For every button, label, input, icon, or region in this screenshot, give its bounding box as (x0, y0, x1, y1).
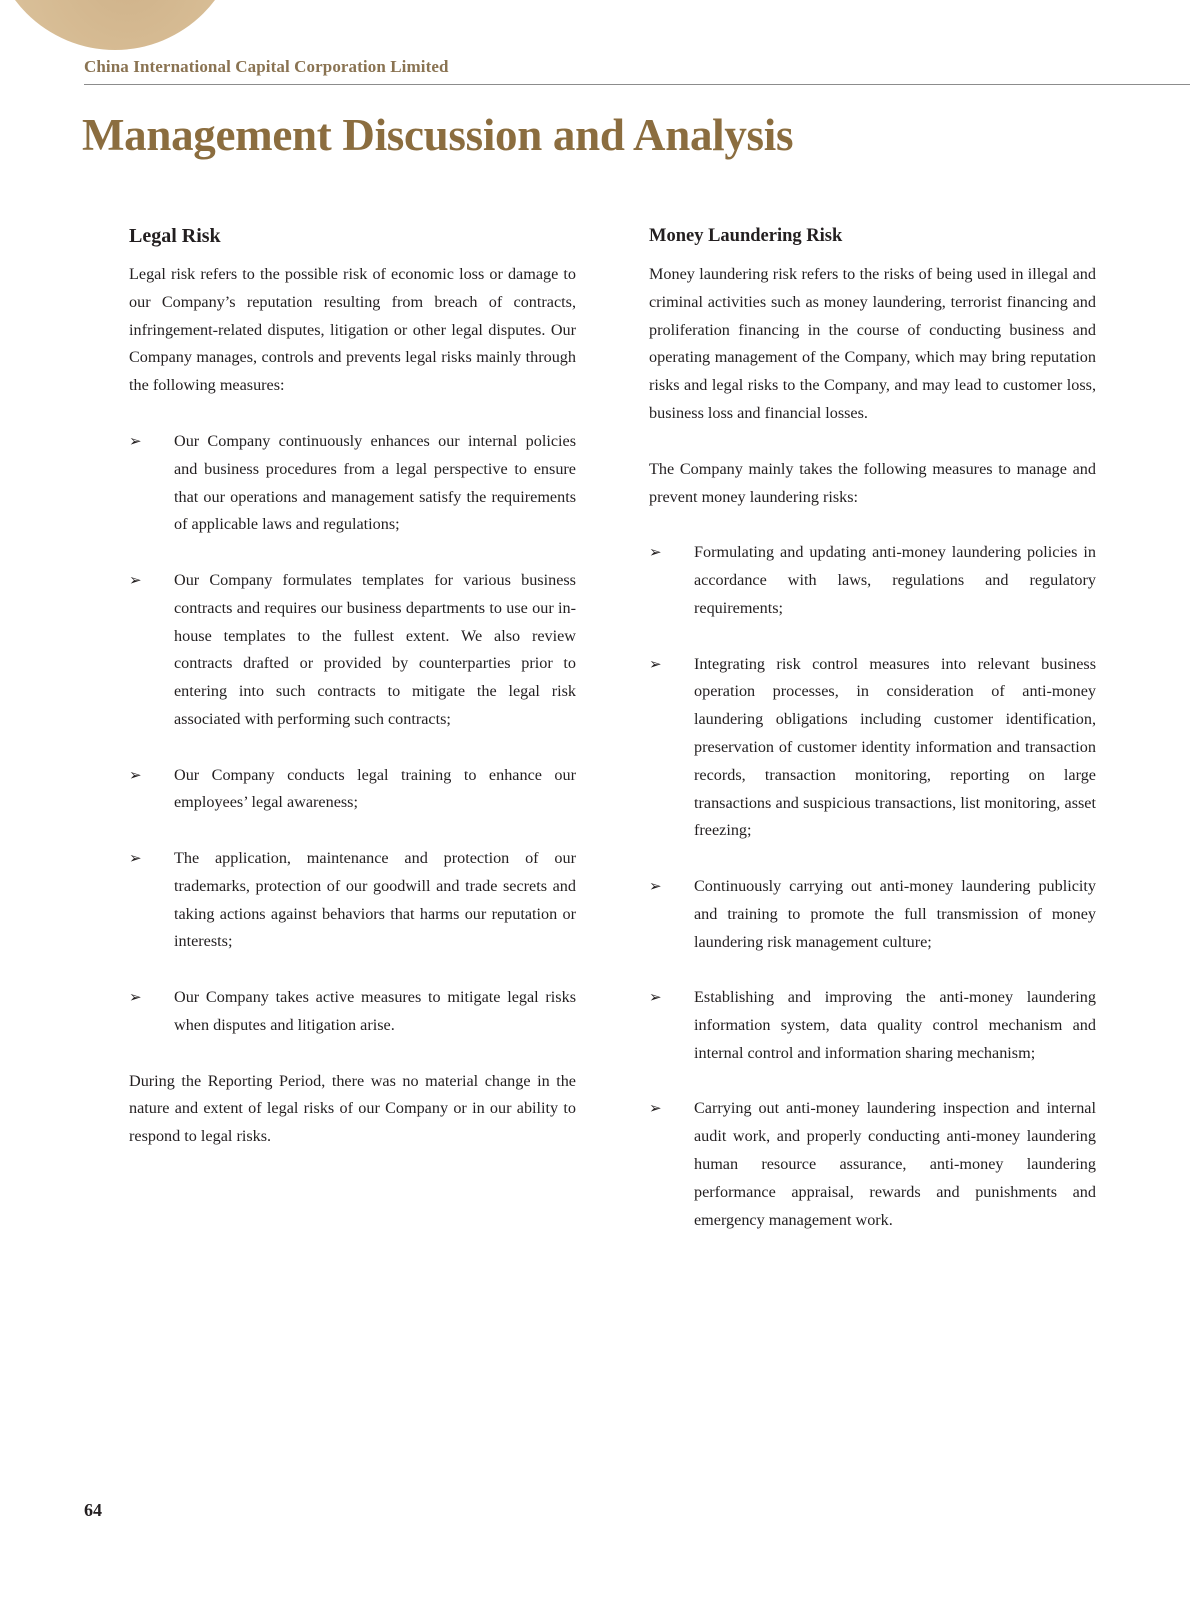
list-item (129, 762, 576, 818)
list-item (649, 1095, 1096, 1234)
decorative-gold-circle (0, 0, 240, 50)
list-item-text: Integrating risk control measures into relevant business operation processes, in consideration of anti-money laundering obligations including customer identification, preservation of customer identity information and transaction records, transaction monitoring, reporting on large transactions and suspicious transactions, list monitoring, asset freezing; (694, 654, 1096, 840)
arrow-bullet-icon: ➢ (649, 654, 662, 673)
money-laundering-risk-section (649, 222, 1096, 1262)
list-item (129, 845, 576, 956)
legal-risk-section (129, 222, 576, 1179)
list-item-text: Our Company takes active measures to mitigate legal risks when disputes and litigation arise. (174, 987, 576, 1034)
arrow-bullet-icon: ➢ (649, 876, 662, 895)
list-item (129, 567, 576, 734)
page-title: Management Discussion and Analysis (82, 110, 794, 160)
list-item-text: Our Company conducts legal training to enhance our employees’ legal awareness; (174, 765, 576, 812)
arrow-bullet-icon: ➢ (129, 431, 142, 450)
list-item-text: Formulating and updating anti-money laundering policies in accordance with laws, regulations and regulatory requirements; (694, 543, 1096, 617)
section-heading-money-laundering-risk: Money Laundering Risk (649, 226, 843, 246)
legal-risk-measures-list (129, 428, 576, 1040)
money-laundering-risk-intro: Money laundering risk refers to the risks of being used in illegal and criminal activities such as money laundering, terrorist financing and proliferation financing in the course of conducting business and operating management of the Company, which may bring reputation risks and legal risks to the Company, and may lead to customer loss, business loss and financial losses. (649, 265, 1096, 422)
money-laundering-measures-list (649, 539, 1096, 1234)
arrow-bullet-icon: ➢ (129, 570, 142, 589)
legal-risk-conclusion: During the Reporting Period, there was no material change in the nature and extent of legal risks of our Company or in our ability to respond to legal risks. (129, 1071, 576, 1146)
list-item-text: Continuously carrying out anti-money laundering publicity and training to promote the full transmission of money laundering risk management culture; (694, 876, 1096, 951)
list-item (649, 984, 1096, 1067)
money-laundering-risk-lead-in: The Company mainly takes the following measures to manage and prevent money laundering risks: (649, 459, 1096, 506)
running-header-company: China International Capital Corporation Limited (84, 57, 449, 76)
list-item (649, 873, 1096, 956)
arrow-bullet-icon: ➢ (129, 765, 142, 784)
header-divider (84, 84, 1190, 85)
list-item-text: The application, maintenance and protection of our trademarks, protection of our goodwill and trade secrets and taking actions against behaviors that harms our reputation or interests; (174, 848, 576, 951)
list-item-text: Our Company formulates templates for various business contracts and requires our business departments to use our in-house templates to the fullest extent. We also review contracts drafted or provided by counterparties prior to entering into such contracts to mitigate the legal risk associated with performing such contracts; (174, 570, 576, 728)
arrow-bullet-icon: ➢ (129, 987, 142, 1006)
legal-risk-intro: Legal risk refers to the possible risk of economic loss or damage to our Company’s reputation resulting from breach of contracts, infringement-related disputes, litigation or other legal disputes. Our Company manages, controls and prevents legal risks mainly through the following measures: (129, 265, 576, 395)
list-item-text: Our Company continuously enhances our internal policies and business procedures from a legal perspective to ensure that our operations and management satisfy the requirements of applicable laws and regulations; (174, 431, 576, 534)
arrow-bullet-icon: ➢ (129, 848, 142, 867)
list-item-text: Carrying out anti-money laundering inspection and internal audit work, and properly conducting anti-money laundering human resource assurance, anti-money laundering performance appraisal, rewards and punishments and emergency management work. (694, 1099, 1096, 1229)
arrow-bullet-icon: ➢ (649, 543, 662, 562)
arrow-bullet-icon: ➢ (649, 1099, 662, 1118)
list-item-text: Establishing and improving the anti-money laundering information system, data quality control mechanism and internal control and information sharing mechanism; (694, 988, 1096, 1062)
list-item (649, 539, 1096, 622)
section-heading-legal-risk: Legal Risk (129, 225, 221, 247)
list-item (649, 651, 1096, 846)
arrow-bullet-icon: ➢ (649, 988, 662, 1007)
list-item (129, 428, 576, 539)
list-item (129, 984, 576, 1040)
page-number: 64 (84, 1500, 102, 1520)
